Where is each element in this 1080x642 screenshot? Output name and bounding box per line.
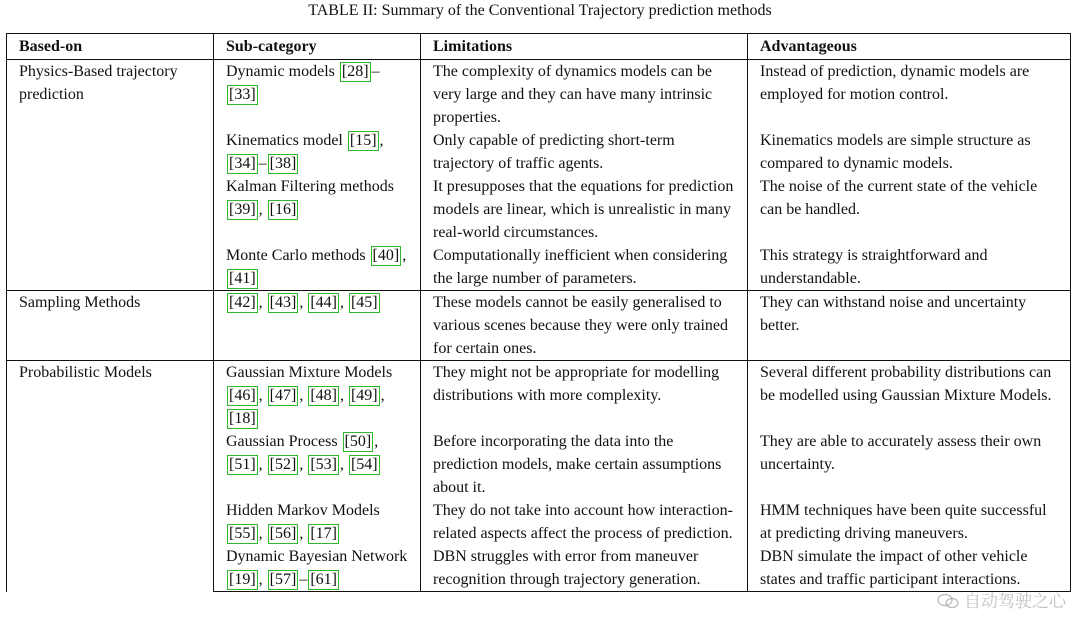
sub-category-cell xyxy=(214,129,421,175)
sub-category-cell xyxy=(214,361,421,431)
sub-category-label: Kinematics model xyxy=(226,132,343,149)
citation-link[interactable]: [51] , [52] , [53] , [54] xyxy=(229,456,378,473)
table-body xyxy=(7,60,1071,592)
sub-category-cell xyxy=(214,60,421,130)
limitation-cell: Computationally inefficient when considering the large number of parameters. xyxy=(421,244,748,291)
limitation-cell: They might not be appropriate for modelling distributions with more complexity. xyxy=(421,361,748,431)
based-on-cell: Probabilistic Models xyxy=(7,361,214,592)
citation-link[interactable]: [28] – xyxy=(341,63,380,80)
sub-category-label: Dynamic Bayesian Network xyxy=(226,548,408,565)
advantage-cell: This strategy is straightforward and understandable. xyxy=(748,244,1071,291)
limitation-cell: These models cannot be easily generalised to various scenes because they were only trained for certain ones. xyxy=(421,291,748,361)
limitation-cell: They do not take into account how interaction-related aspects affect the process of prediction. xyxy=(421,499,748,545)
header-row xyxy=(7,34,1071,60)
advantage-cell: The noise of the current state of the vehicle can be handled. xyxy=(748,175,1071,244)
advantage-cell: They can withstand noise and uncertainty better. xyxy=(748,291,1071,361)
citation-link[interactable]: [33] xyxy=(229,86,256,103)
citation-link[interactable]: [19] , [57] – [61] xyxy=(229,571,337,588)
sub-category-cell xyxy=(214,545,421,592)
header-sub-category: Sub-category xyxy=(214,34,421,60)
table-row xyxy=(7,291,1071,361)
sub-category-label: Dynamic models xyxy=(226,63,335,80)
sub-category-label: Hidden Markov Models xyxy=(226,502,380,519)
sub-category-cell xyxy=(214,291,421,361)
advantage-cell: DBN simulate the impact of other vehicle states and traffic participant interactions. xyxy=(748,545,1071,592)
limitation-cell: Only capable of predicting short-term trajectory of traffic agents. xyxy=(421,129,748,175)
limitation-cell: It presupposes that the equations for prediction models are linear, which is unrealistic in many real-world circumstances. xyxy=(421,175,748,244)
citation-link[interactable]: [55] , [56] , [17] xyxy=(229,525,337,542)
limitation-cell: Before incorporating the data into the prediction models, make certain assumptions about it. xyxy=(421,430,748,499)
table-row xyxy=(7,361,1071,431)
citation-link[interactable]: [40] , [41] xyxy=(229,247,407,287)
sub-category-label: Gaussian Mixture Models xyxy=(226,364,393,381)
limitation-cell: DBN struggles with error from maneuver recognition through trajectory generation. xyxy=(421,545,748,592)
header-based-on: Based-on xyxy=(7,34,214,60)
sub-category-label: Monte Carlo methods xyxy=(226,247,366,264)
sub-category-label: Kalman Filtering methods xyxy=(226,178,394,195)
sub-category-label: Gaussian Process xyxy=(226,433,338,450)
sub-category-cell xyxy=(214,430,421,499)
citation-link[interactable]: [42] , [43] , [44] , [45] xyxy=(229,294,378,311)
limitation-cell: The complexity of dynamics models can be very large and they can have many intrinsic properties. xyxy=(421,60,748,130)
citation-link[interactable]: [46] , [47] , [48] , [49] , [18] xyxy=(229,387,385,427)
wechat-icon xyxy=(937,593,959,609)
citation-link[interactable]: [15] , xyxy=(349,132,384,149)
advantage-cell: Kinematics models are simple structure as compared to dynamic models. xyxy=(748,129,1071,175)
advantage-cell: Several different probability distributions can be modelled using Gaussian Mixture Models. xyxy=(748,361,1071,431)
header-advantageous: Advantageous xyxy=(748,34,1071,60)
citation-link[interactable]: [39] , [16] xyxy=(229,201,297,218)
watermark-text: 自动驾驶之心 xyxy=(964,592,1066,612)
sub-category-cell xyxy=(214,175,421,244)
summary-table xyxy=(6,33,1071,592)
watermark xyxy=(937,587,1066,612)
advantage-cell: HMM techniques have been quite successful at predicting driving maneuvers. xyxy=(748,499,1071,545)
based-on-cell: Physics-Based trajectory prediction xyxy=(7,60,214,291)
citation-link[interactable]: [34] – [38] xyxy=(229,155,297,172)
table-caption: TABLE II: Summary of the Conventional Trajectory prediction methods xyxy=(308,2,772,19)
sub-category-cell xyxy=(214,499,421,545)
advantage-cell: They are able to accurately assess their own uncertainty. xyxy=(748,430,1071,499)
sub-category-cell xyxy=(214,244,421,291)
citation-link[interactable]: [50] , xyxy=(344,433,379,450)
table-row xyxy=(7,60,1071,130)
header-limitations: Limitations xyxy=(421,34,748,60)
based-on-cell: Sampling Methods xyxy=(7,291,214,361)
advantage-cell: Instead of prediction, dynamic models are employed for motion control. xyxy=(748,60,1071,130)
